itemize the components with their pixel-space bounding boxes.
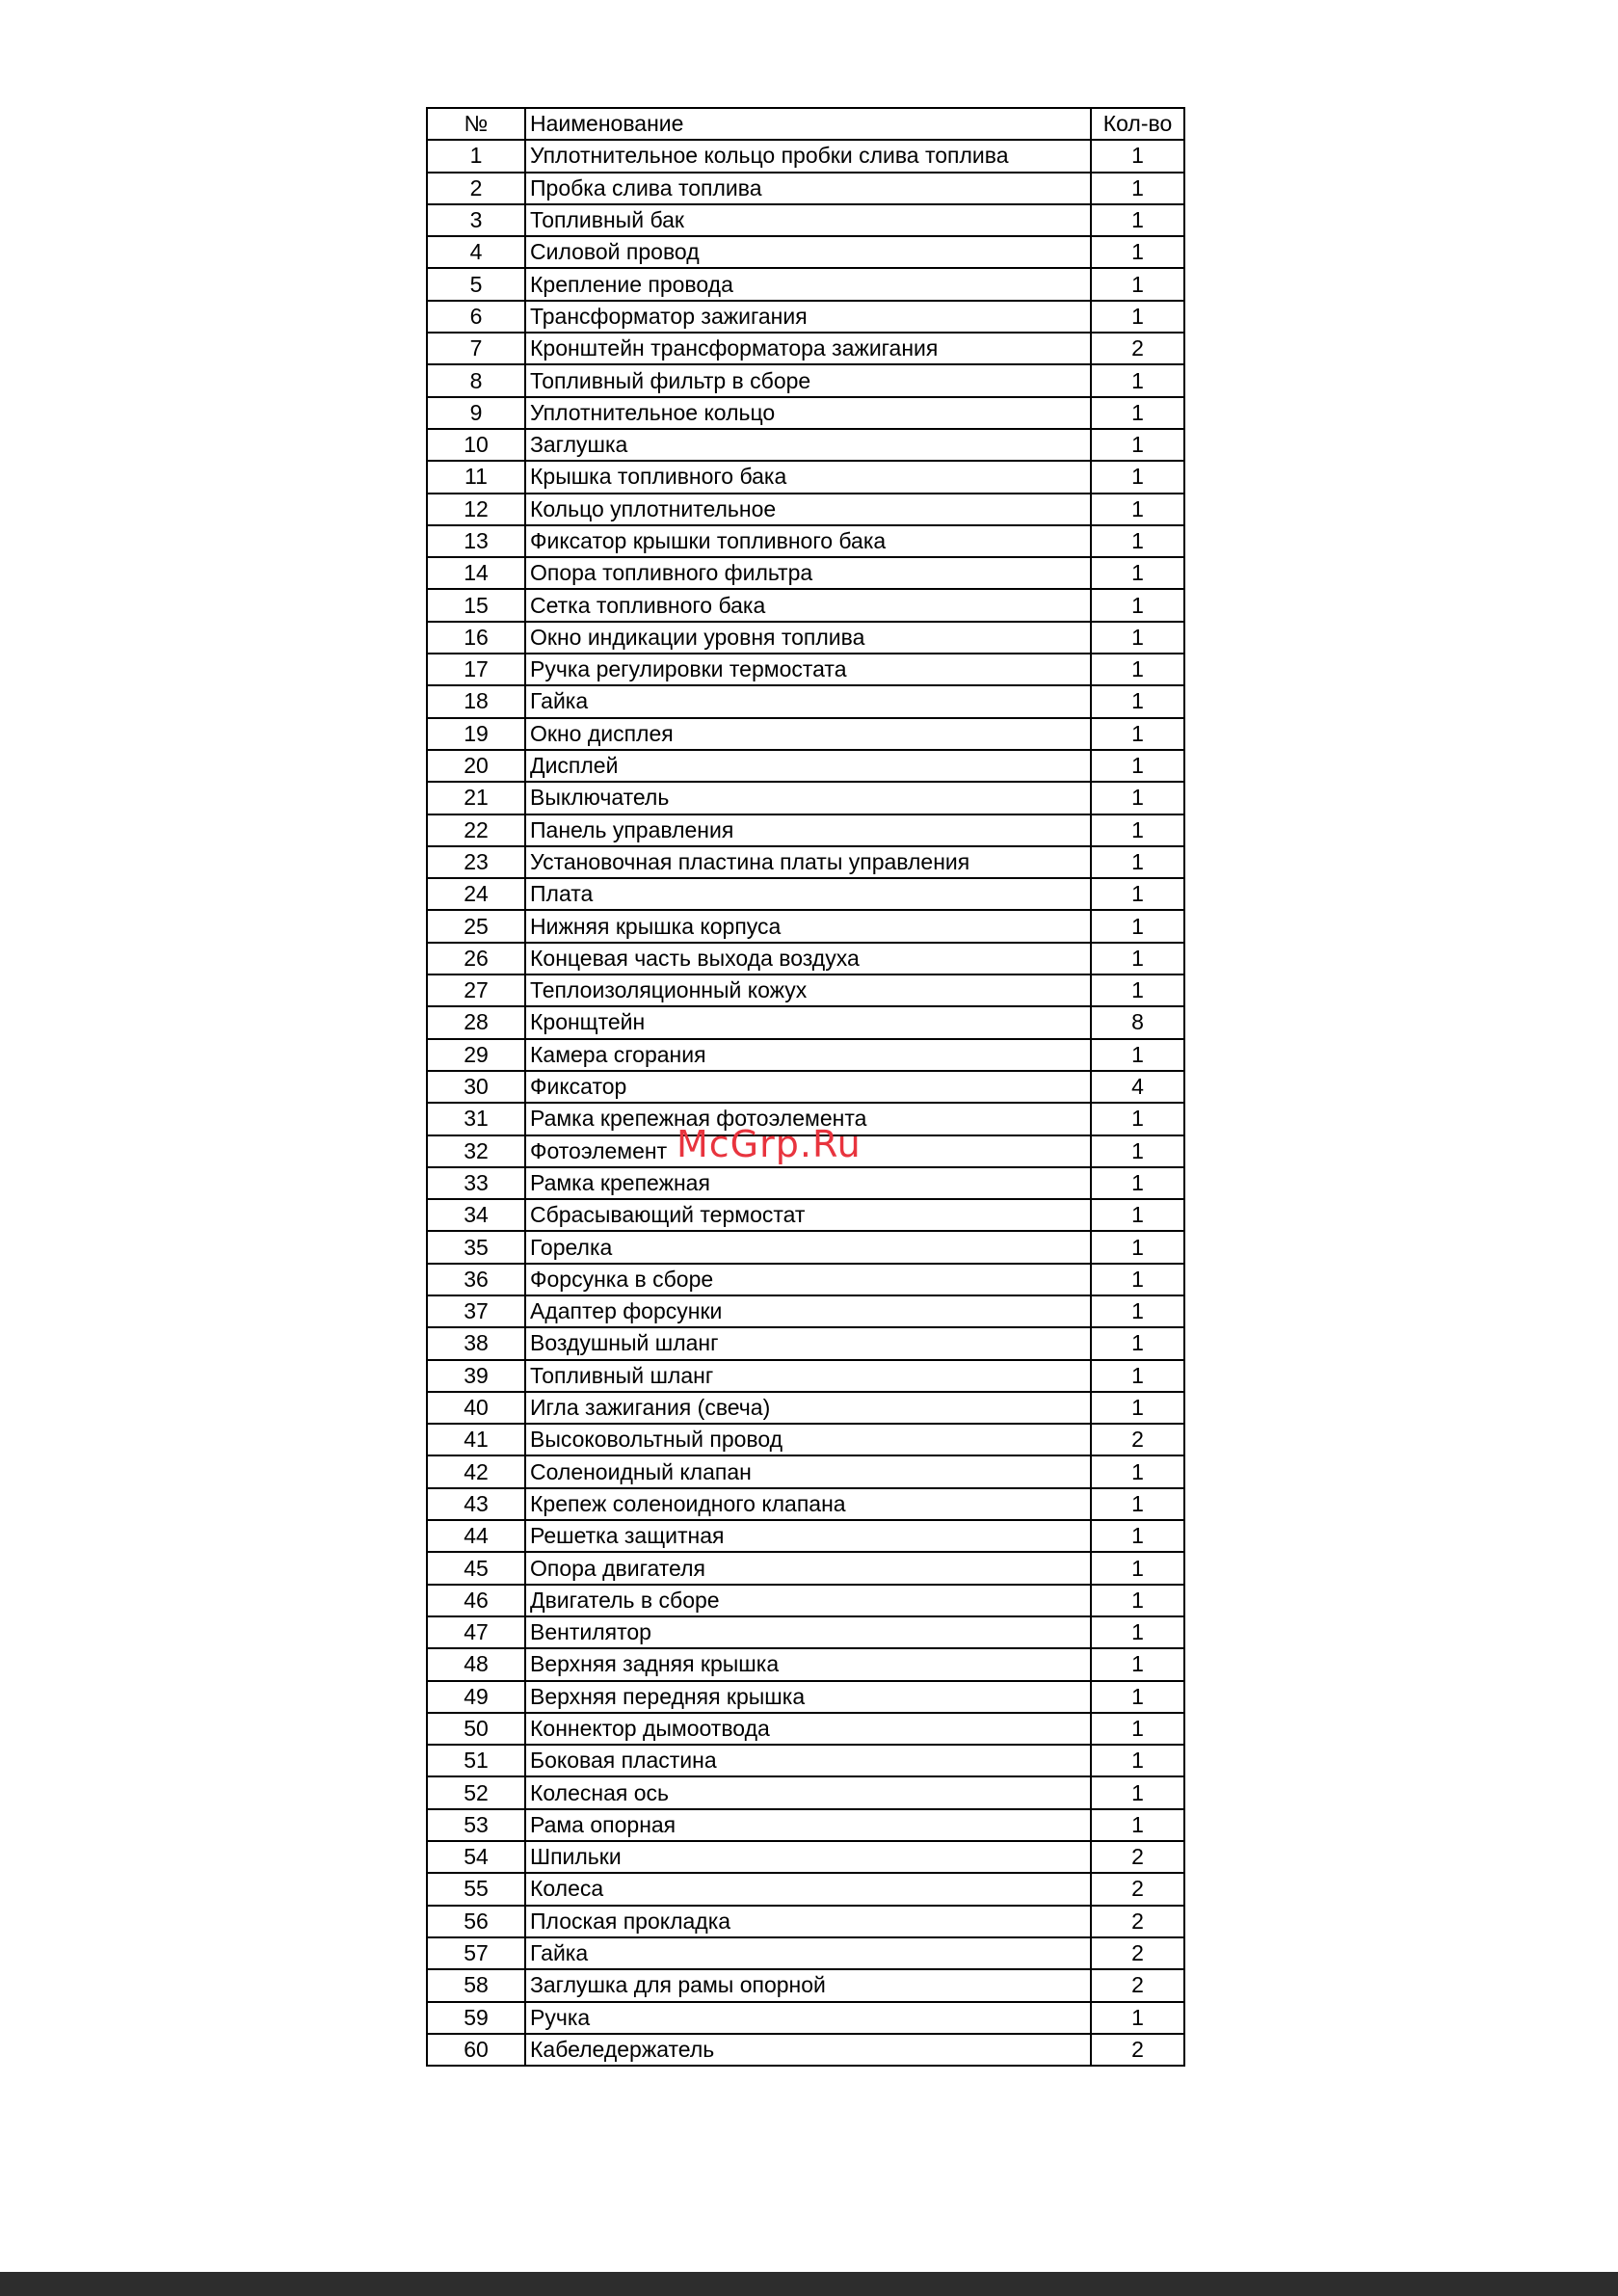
table-row: [427, 525, 1184, 557]
row-quantity: 1: [1091, 814, 1184, 846]
table-row: [427, 173, 1184, 204]
row-number: 38: [427, 1327, 525, 1359]
row-name: Окно индикации уровня топлива: [525, 622, 1091, 654]
row-number: 59: [427, 2002, 525, 2034]
row-quantity: 2: [1091, 1906, 1184, 1937]
row-quantity: 1: [1091, 1327, 1184, 1359]
table-row: [427, 846, 1184, 878]
header-quantity: Кол-во: [1091, 108, 1184, 140]
row-name: Топливный бак: [525, 204, 1091, 236]
row-quantity: 1: [1091, 1585, 1184, 1616]
row-number: 23: [427, 846, 525, 878]
table-row: [427, 1969, 1184, 2001]
row-quantity: 1: [1091, 1392, 1184, 1424]
table-row: [427, 654, 1184, 685]
table-row: [427, 814, 1184, 846]
row-name: Крепеж соленоидного клапана: [525, 1488, 1091, 1520]
table-row: [427, 1488, 1184, 1520]
table-row: [427, 974, 1184, 1006]
table-row: [427, 622, 1184, 654]
row-quantity: 1: [1091, 622, 1184, 654]
row-number: 25: [427, 910, 525, 942]
table-row: [427, 2002, 1184, 2034]
row-name: Кронщтейн: [525, 1006, 1091, 1038]
row-number: 21: [427, 782, 525, 814]
table-row: [427, 1455, 1184, 1487]
row-quantity: 2: [1091, 1841, 1184, 1873]
row-name: Игла зажигания (свеча): [525, 1392, 1091, 1424]
table-row: [427, 1616, 1184, 1648]
row-name: Двигатель в сборе: [525, 1585, 1091, 1616]
row-name: Нижняя крышка корпуса: [525, 910, 1091, 942]
table-row: [427, 1199, 1184, 1231]
row-name: Топливный шланг: [525, 1360, 1091, 1392]
bottom-border: [0, 2272, 1618, 2296]
row-number: 5: [427, 268, 525, 300]
table-row: [427, 236, 1184, 268]
row-quantity: 1: [1091, 943, 1184, 974]
parts-table: [426, 107, 1185, 2067]
row-name: Плоская прокладка: [525, 1906, 1091, 1937]
row-name: Кронштейн трансформатора зажигания: [525, 333, 1091, 364]
row-quantity: 1: [1091, 1713, 1184, 1745]
row-number: 32: [427, 1135, 525, 1167]
table-row: [427, 589, 1184, 621]
table-row: [427, 2034, 1184, 2066]
row-name: Фотоэлемент: [525, 1135, 1091, 1167]
table-row: [427, 1648, 1184, 1680]
row-number: 4: [427, 236, 525, 268]
row-name: Соленоидный клапан: [525, 1455, 1091, 1487]
row-name: Уплотнительное кольцо пробки слива топлива: [525, 140, 1091, 172]
row-number: 24: [427, 878, 525, 910]
row-quantity: 1: [1091, 204, 1184, 236]
table-row: [427, 557, 1184, 589]
header-name: Наименование: [525, 108, 1091, 140]
table-row: [427, 1809, 1184, 1841]
table-row: [427, 397, 1184, 429]
row-number: 50: [427, 1713, 525, 1745]
row-quantity: 1: [1091, 2002, 1184, 2034]
row-number: 8: [427, 364, 525, 396]
row-number: 28: [427, 1006, 525, 1038]
row-number: 60: [427, 2034, 525, 2066]
row-name: Форсунка в сборе: [525, 1264, 1091, 1295]
header-number: №: [427, 108, 525, 140]
row-name: Окно дисплея: [525, 718, 1091, 750]
table-row: [427, 1841, 1184, 1873]
row-quantity: 1: [1091, 1455, 1184, 1487]
row-name: Фиксатор: [525, 1071, 1091, 1103]
table-row: [427, 204, 1184, 236]
row-name: Воздушный шланг: [525, 1327, 1091, 1359]
table-row: [427, 301, 1184, 333]
table-row: [427, 461, 1184, 493]
row-quantity: 1: [1091, 1199, 1184, 1231]
row-name: Опора топливного фильтра: [525, 557, 1091, 589]
row-quantity: 1: [1091, 461, 1184, 493]
row-number: 57: [427, 1937, 525, 1969]
table-row: [427, 1327, 1184, 1359]
row-number: 17: [427, 654, 525, 685]
table-row: [427, 782, 1184, 814]
row-name: Решетка защитная: [525, 1520, 1091, 1552]
row-name: Трансформатор зажигания: [525, 301, 1091, 333]
row-number: 10: [427, 429, 525, 461]
table-row: [427, 429, 1184, 461]
table-row: [427, 1745, 1184, 1776]
row-number: 15: [427, 589, 525, 621]
row-number: 29: [427, 1039, 525, 1071]
table-row: [427, 685, 1184, 717]
row-quantity: 1: [1091, 910, 1184, 942]
table-row: [427, 1167, 1184, 1199]
row-name: Адаптер форсунки: [525, 1295, 1091, 1327]
row-number: 54: [427, 1841, 525, 1873]
row-number: 9: [427, 397, 525, 429]
table-row: [427, 1520, 1184, 1552]
row-number: 19: [427, 718, 525, 750]
table-row: [427, 1006, 1184, 1038]
row-name: Выключатель: [525, 782, 1091, 814]
table-row: [427, 1681, 1184, 1713]
row-quantity: 2: [1091, 2034, 1184, 2066]
row-quantity: 2: [1091, 1969, 1184, 2001]
row-name: Колеса: [525, 1873, 1091, 1905]
table-row: [427, 718, 1184, 750]
row-number: 42: [427, 1455, 525, 1487]
row-number: 20: [427, 750, 525, 782]
row-number: 6: [427, 301, 525, 333]
row-name: Рамка крепежная: [525, 1167, 1091, 1199]
row-name: Сбрасывающий термостат: [525, 1199, 1091, 1231]
row-quantity: 1: [1091, 1616, 1184, 1648]
table-row: [427, 140, 1184, 172]
row-name: Камера сгорания: [525, 1039, 1091, 1071]
row-name: Концевая часть выхода воздуха: [525, 943, 1091, 974]
row-number: 22: [427, 814, 525, 846]
row-quantity: 1: [1091, 1681, 1184, 1713]
row-name: Установочная пластина платы управления: [525, 846, 1091, 878]
row-number: 12: [427, 494, 525, 525]
row-quantity: 1: [1091, 1520, 1184, 1552]
row-quantity: 1: [1091, 750, 1184, 782]
table-row: [427, 1906, 1184, 1937]
table-row: [427, 1360, 1184, 1392]
row-number: 1: [427, 140, 525, 172]
table-row: [427, 1585, 1184, 1616]
row-number: 2: [427, 173, 525, 204]
table-row: [427, 1264, 1184, 1295]
row-number: 47: [427, 1616, 525, 1648]
row-number: 46: [427, 1585, 525, 1616]
row-number: 30: [427, 1071, 525, 1103]
row-quantity: 1: [1091, 1167, 1184, 1199]
row-name: Опора двигателя: [525, 1552, 1091, 1584]
row-name: Верхняя передняя крышка: [525, 1681, 1091, 1713]
row-quantity: 1: [1091, 1264, 1184, 1295]
row-number: 11: [427, 461, 525, 493]
row-name: Ручка регулировки термостата: [525, 654, 1091, 685]
table-row: [427, 1295, 1184, 1327]
row-number: 18: [427, 685, 525, 717]
row-name: Высоковольтный провод: [525, 1424, 1091, 1455]
row-number: 39: [427, 1360, 525, 1392]
table-row: [427, 494, 1184, 525]
row-quantity: 1: [1091, 1103, 1184, 1135]
row-name: Топливный фильтр в сборе: [525, 364, 1091, 396]
row-quantity: 1: [1091, 589, 1184, 621]
row-number: 51: [427, 1745, 525, 1776]
row-quantity: 2: [1091, 1873, 1184, 1905]
row-quantity: 1: [1091, 1295, 1184, 1327]
row-name: Боковая пластина: [525, 1745, 1091, 1776]
table-header-row: [427, 108, 1184, 140]
row-quantity: 1: [1091, 301, 1184, 333]
row-number: 7: [427, 333, 525, 364]
table-row: [427, 943, 1184, 974]
row-number: 3: [427, 204, 525, 236]
row-number: 52: [427, 1776, 525, 1808]
watermark: McGrp.Ru: [676, 1123, 862, 1165]
row-name: Теплоизоляционный кожух: [525, 974, 1091, 1006]
table-row: [427, 878, 1184, 910]
row-name: Пробка слива топлива: [525, 173, 1091, 204]
row-name: Плата: [525, 878, 1091, 910]
row-name: Крышка топливного бака: [525, 461, 1091, 493]
row-number: 44: [427, 1520, 525, 1552]
row-quantity: 2: [1091, 333, 1184, 364]
table-row: [427, 1937, 1184, 1969]
row-quantity: 1: [1091, 364, 1184, 396]
table-row: [427, 1776, 1184, 1808]
table-row: [427, 910, 1184, 942]
row-quantity: 1: [1091, 140, 1184, 172]
table-row: [427, 750, 1184, 782]
row-name: Заглушка: [525, 429, 1091, 461]
row-name: Шпильки: [525, 1841, 1091, 1873]
row-number: 43: [427, 1488, 525, 1520]
row-quantity: 1: [1091, 685, 1184, 717]
row-quantity: 4: [1091, 1071, 1184, 1103]
row-number: 36: [427, 1264, 525, 1295]
row-quantity: 1: [1091, 1648, 1184, 1680]
row-number: 31: [427, 1103, 525, 1135]
row-quantity: 1: [1091, 878, 1184, 910]
row-quantity: 1: [1091, 1809, 1184, 1841]
row-number: 48: [427, 1648, 525, 1680]
table-row: [427, 1552, 1184, 1584]
row-quantity: 2: [1091, 1937, 1184, 1969]
row-number: 56: [427, 1906, 525, 1937]
row-number: 49: [427, 1681, 525, 1713]
table-row: [427, 1392, 1184, 1424]
table-row: [427, 333, 1184, 364]
row-name: Вентилятор: [525, 1616, 1091, 1648]
row-quantity: 1: [1091, 397, 1184, 429]
row-quantity: 1: [1091, 974, 1184, 1006]
row-quantity: 1: [1091, 557, 1184, 589]
row-name: Фиксатор крышки топливного бака: [525, 525, 1091, 557]
row-number: 33: [427, 1167, 525, 1199]
row-number: 26: [427, 943, 525, 974]
row-quantity: 1: [1091, 1135, 1184, 1167]
row-quantity: 1: [1091, 1552, 1184, 1584]
row-number: 14: [427, 557, 525, 589]
row-name: Дисплей: [525, 750, 1091, 782]
row-number: 45: [427, 1552, 525, 1584]
row-quantity: 1: [1091, 268, 1184, 300]
row-number: 37: [427, 1295, 525, 1327]
table-row: [427, 1071, 1184, 1103]
row-name: Гайка: [525, 1937, 1091, 1969]
row-name: Коннектор дымоотвода: [525, 1713, 1091, 1745]
row-quantity: 1: [1091, 846, 1184, 878]
row-number: 16: [427, 622, 525, 654]
row-name: Сетка топливного бака: [525, 589, 1091, 621]
row-quantity: 1: [1091, 429, 1184, 461]
row-name: Силовой провод: [525, 236, 1091, 268]
row-quantity: 1: [1091, 1039, 1184, 1071]
row-name: Горелка: [525, 1231, 1091, 1263]
row-number: 55: [427, 1873, 525, 1905]
row-quantity: 1: [1091, 654, 1184, 685]
row-quantity: 1: [1091, 1360, 1184, 1392]
row-quantity: 8: [1091, 1006, 1184, 1038]
table-row: [427, 268, 1184, 300]
table-row: [427, 1231, 1184, 1263]
row-number: 27: [427, 974, 525, 1006]
row-number: 58: [427, 1969, 525, 2001]
row-quantity: 1: [1091, 782, 1184, 814]
row-name: Верхняя задняя крышка: [525, 1648, 1091, 1680]
table-row: [427, 1424, 1184, 1455]
row-name: Рама опорная: [525, 1809, 1091, 1841]
row-quantity: 1: [1091, 1776, 1184, 1808]
row-number: 34: [427, 1199, 525, 1231]
row-name: Кольцо уплотнительное: [525, 494, 1091, 525]
row-name: Ручка: [525, 2002, 1091, 2034]
row-quantity: 1: [1091, 718, 1184, 750]
row-name: Панель управления: [525, 814, 1091, 846]
row-quantity: 1: [1091, 1745, 1184, 1776]
row-name: Колесная ось: [525, 1776, 1091, 1808]
row-name: Гайка: [525, 685, 1091, 717]
row-name: Уплотнительное кольцо: [525, 397, 1091, 429]
table-row: [427, 1713, 1184, 1745]
row-quantity: 1: [1091, 236, 1184, 268]
row-quantity: 1: [1091, 494, 1184, 525]
table-row: [427, 1873, 1184, 1905]
row-quantity: 1: [1091, 173, 1184, 204]
row-name: Кабеледержатель: [525, 2034, 1091, 2066]
row-quantity: 1: [1091, 525, 1184, 557]
row-number: 41: [427, 1424, 525, 1455]
row-name: Заглушка для рамы опорной: [525, 1969, 1091, 2001]
row-quantity: 1: [1091, 1488, 1184, 1520]
row-name: Крепление провода: [525, 268, 1091, 300]
table-row: [427, 1039, 1184, 1071]
row-number: 53: [427, 1809, 525, 1841]
row-quantity: 2: [1091, 1424, 1184, 1455]
row-number: 13: [427, 525, 525, 557]
table-row: [427, 364, 1184, 396]
row-number: 40: [427, 1392, 525, 1424]
row-name: Рамка крепежная фотоэлемента: [525, 1103, 1091, 1135]
row-quantity: 1: [1091, 1231, 1184, 1263]
row-number: 35: [427, 1231, 525, 1263]
